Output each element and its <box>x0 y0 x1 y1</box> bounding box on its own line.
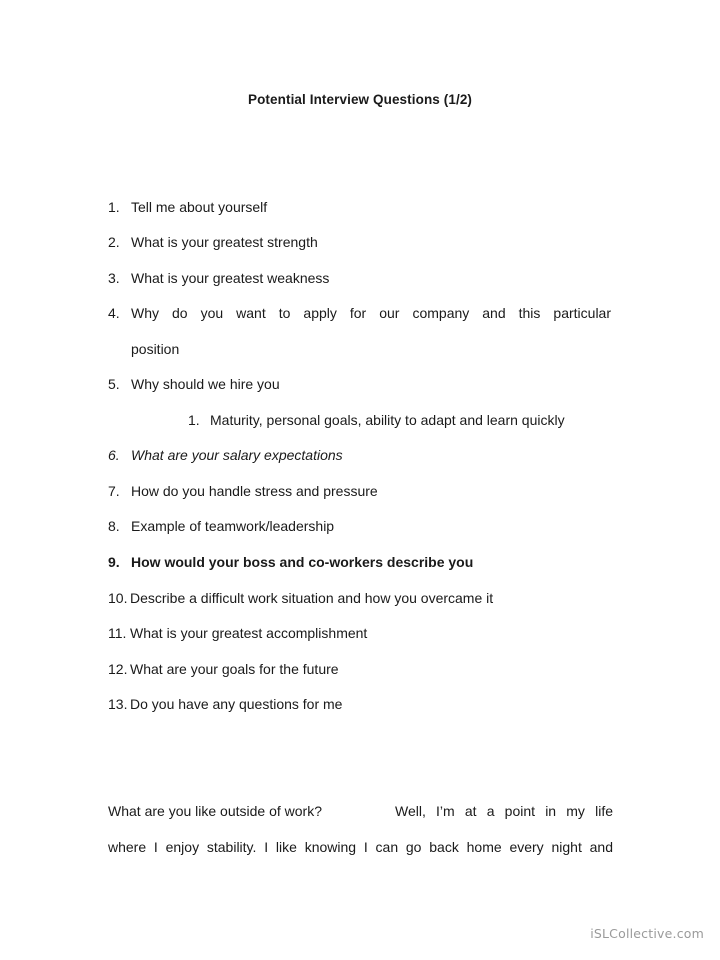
question-number: 7. <box>108 483 120 499</box>
question-item-11 <box>108 624 367 642</box>
question-item-12 <box>108 660 339 678</box>
sub-answer-item <box>188 411 565 429</box>
answer-paragraph <box>108 802 613 855</box>
question-number: 6. <box>108 447 120 463</box>
question-text: What are your goals for the future <box>130 661 339 677</box>
question-text: Tell me about yourself <box>131 199 268 215</box>
paragraph-answer-start: Well, I’m at a point in my life <box>395 803 613 819</box>
question-number: 1. <box>108 199 120 215</box>
question-item-10 <box>108 589 493 607</box>
question-number: 10. <box>108 590 128 606</box>
paragraph-line-2: where I enjoy stability. I like knowing I can go back home every night and <box>108 839 613 855</box>
sub-answer-number: 1. <box>188 412 200 428</box>
question-number: 8. <box>108 518 120 534</box>
page-title: Potential Interview Questions (1/2) <box>247 92 473 107</box>
question-item-3 <box>108 269 329 287</box>
question-text: How do you handle stress and pressure <box>131 483 378 499</box>
question-number: 4. <box>108 305 120 321</box>
question-item-5 <box>108 375 280 393</box>
question-item-8 <box>108 517 334 535</box>
question-number: 5. <box>108 376 120 392</box>
question-number: 13. <box>108 696 128 712</box>
question-text-line1: Why do you want to apply for our company and this particular <box>131 305 611 321</box>
question-text: What is your greatest weakness <box>131 270 330 286</box>
question-number: 2. <box>108 234 120 250</box>
question-text: Describe a difficult work situation and how you overcame it <box>130 590 494 606</box>
question-number: 9. <box>108 554 120 570</box>
question-item-1 <box>108 198 267 216</box>
paragraph-question: What are you like outside of work? <box>108 803 322 819</box>
question-number: 11. <box>108 625 127 641</box>
sub-answer-text: Maturity, personal goals, ability to adapt and learn quickly <box>210 412 565 428</box>
question-text: What is your greatest strength <box>131 234 318 250</box>
question-number: 12. <box>108 661 128 677</box>
question-item-6 <box>108 446 343 464</box>
question-text: How would your boss and co-workers describe you <box>131 554 474 570</box>
question-item-9 <box>108 553 473 571</box>
question-text: What is your greatest accomplishment <box>130 625 368 641</box>
question-item-2 <box>108 233 318 251</box>
question-text-line2: position <box>131 341 180 357</box>
question-item-13 <box>108 695 342 713</box>
question-item-4 <box>108 304 611 357</box>
question-item-7 <box>108 482 378 500</box>
watermark: iSLCollective.com <box>590 926 704 941</box>
question-text: What are your salary expectations <box>131 447 343 463</box>
question-text: Why should we hire you <box>131 376 280 392</box>
question-text: Do you have any questions for me <box>130 696 343 712</box>
question-text: Example of teamwork/leadership <box>131 518 335 534</box>
question-number: 3. <box>108 270 120 286</box>
